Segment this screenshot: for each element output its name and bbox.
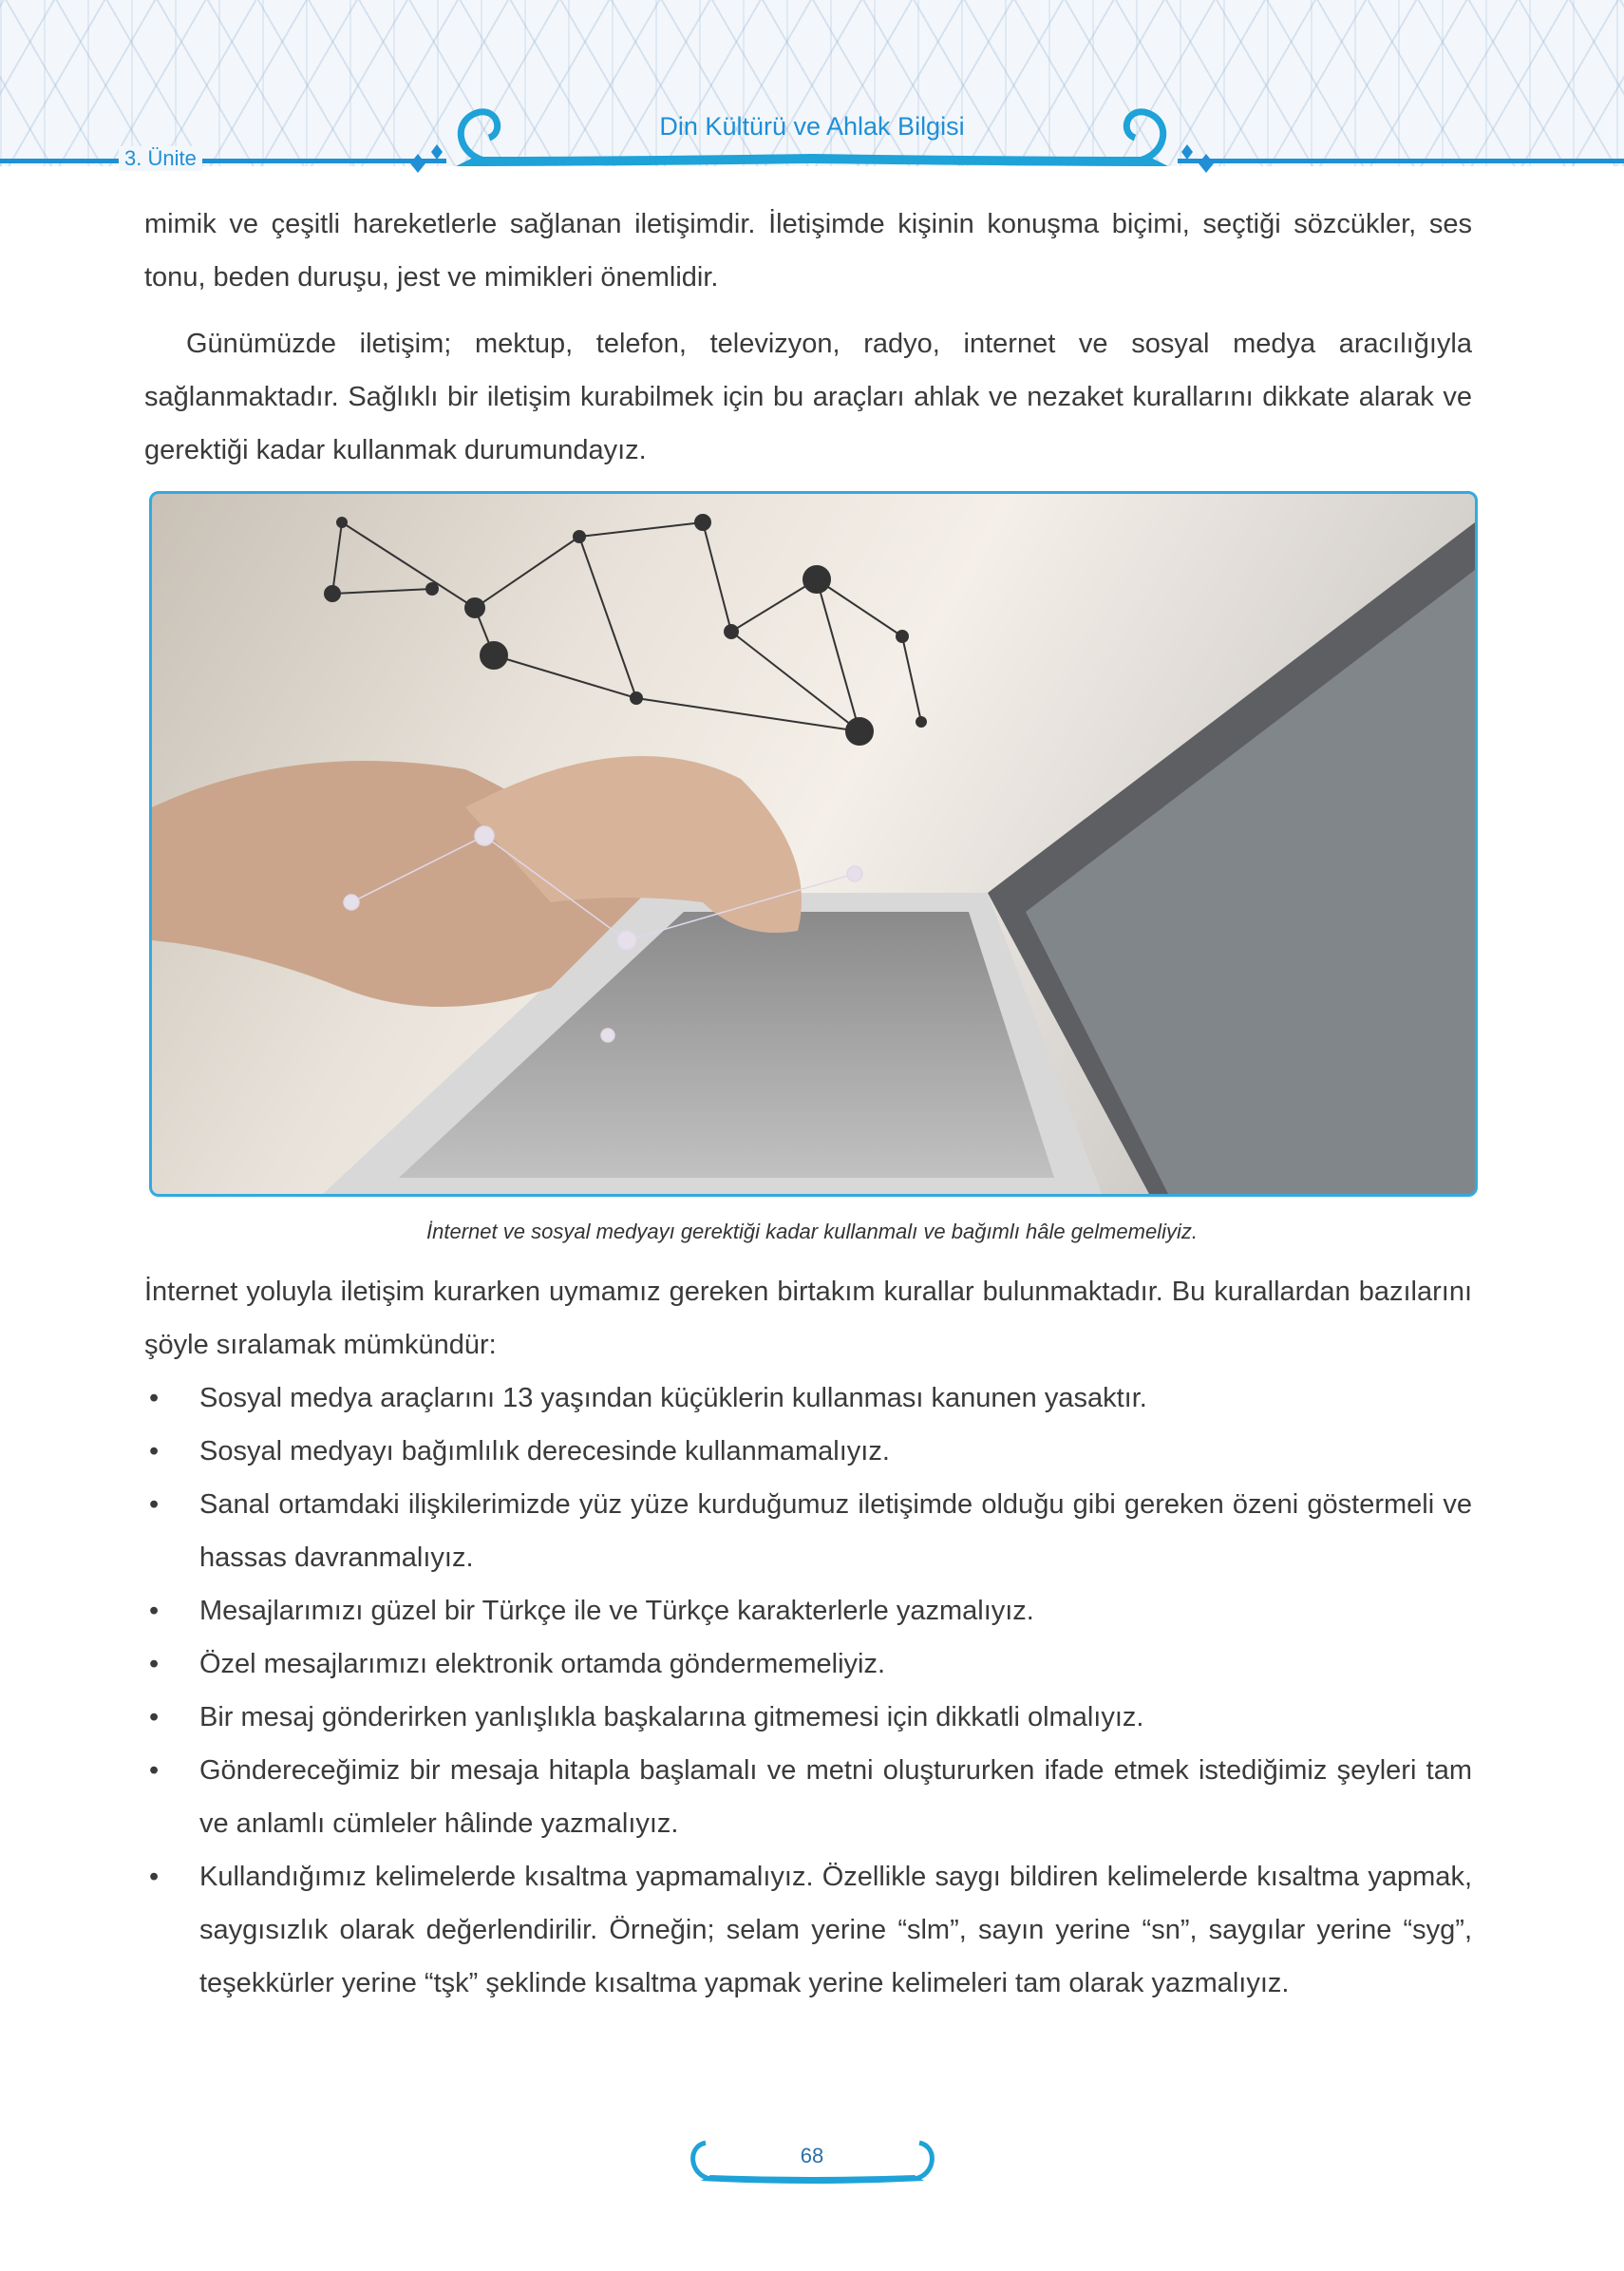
header-rule-right (1178, 159, 1624, 163)
page-number: 68 (800, 2144, 824, 2167)
list-item: • Sanal ortamdaki ilişkilerimizde yüz yüze kurduğumuz iletişimde olduğu gibi gereken özeni göstermeli ve hassas davranmalıyız. (144, 1478, 1472, 1584)
list-item: • Kullandığımız kelimelerde kısaltma yapmamalıyız. Özellikle saygı bildiren kelimelerde kısaltma yapmak, saygısızlık olarak değerlendirilir. Örneğin; selam yerine “slm”, sayın yerine “sn”, saygılar yerine “syg”, teşekkürler yerine “tşk” şeklinde kısaltma yapmak yerine kelimeleri tam olarak yazmalıyız. (144, 1850, 1472, 2010)
network-graph (325, 515, 926, 745)
paragraph: mimik ve çeşitli hareketlerle sağlanan iletişimdir. İletişimde kişinin konuşma biçimi, seçtiği sözcükler, ses tonu, beden duruşu, jest ve mimikleri önemlidir. (144, 209, 1472, 293)
intro-text (144, 198, 1472, 477)
rules-section (144, 1265, 1472, 2010)
figure-image (149, 491, 1478, 1197)
list-item: • Sosyal medya araçlarını 13 yaşından küçüklerin kullanması kanunen yasaktır. (144, 1372, 1472, 1425)
list-item: • Sosyal medyayı bağımlılık derecesinde kullanmamalıyız. (144, 1425, 1472, 1478)
bullet: • (149, 1489, 160, 1520)
list-item: • Bir mesaj gönderirken yanlışlıkla başkalarına gitmemesi için dikkatli olmalıyız. (144, 1691, 1472, 1744)
figure-caption: İnternet ve sosyal medyayı gerektiği kadar kullanmalı ve bağımlı hâle gelmemeliyiz. (426, 1220, 1198, 1243)
header-rule-left (0, 159, 446, 163)
subject-title: Din Kültürü ve Ahlak Bilgisi (659, 112, 965, 141)
rules-intro: İnternet yoluyla iletişim kurarken uymamız gereken birtakım kurallar bulunmaktadır. Bu kurallardan bazılarını şöyle sıralamak mümkündür: (144, 1277, 1472, 1360)
bullet: • (149, 1702, 160, 1732)
bullet: • (149, 1862, 160, 1892)
paragraph: Günümüzde iletişim; mektup, telefon, televizyon, radyo, internet ve sosyal medya aracılığıyla sağlanmaktadır. Sağlıklı bir iletişim kurabilmek için bu araçları ahlak ve nezaket kurallarını dikkate alarak ve gerektiği kadar kullanmak durumundayız. (144, 329, 1472, 465)
bullet: • (149, 1436, 160, 1467)
list-item: • Mesajlarımızı güzel bir Türkçe ile ve Türkçe karakterlerle yazmalıyız. (144, 1584, 1472, 1637)
network-laptop-illustration (152, 494, 1475, 1194)
list-item: • Göndereceğimiz bir mesaja hitapla başlamalı ve metni oluştururken ifade etmek istediğimiz şeyleri tam ve anlamlı cümleler hâlinde yazmalıyız. (144, 1744, 1472, 1850)
bullet: • (149, 1649, 160, 1679)
list-item: • Özel mesajlarımızı elektronik ortamda göndermemeliyiz. (144, 1637, 1472, 1691)
bullet: • (149, 1596, 160, 1626)
rules-list (144, 1372, 1472, 2010)
bullet: • (149, 1383, 160, 1413)
bullet: • (149, 1755, 160, 1786)
unit-label: 3. Ünite (119, 146, 202, 171)
